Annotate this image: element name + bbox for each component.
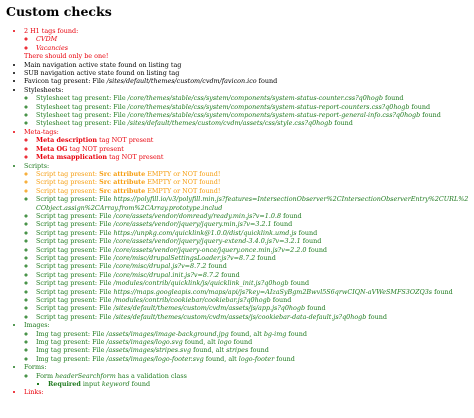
form-list (24, 372, 472, 389)
script-item: ◦ Script tag present: File /modules/contrib/cookiebar/cookiebar.js?q0hogb found (36, 296, 472, 304)
form-item: ◦ Form headerSearchform has a validation class ▪ Required input keyword found (36, 372, 472, 389)
meta-list (24, 136, 472, 161)
image-item: ◦ Img tag present: File /assets/images/logo-footer.svg found, alt logo-footer found (36, 355, 472, 363)
stylesheet-item: ◦ Stylesheet tag present: File /core/themes/stable/css/system/components/system-status-report-counters.css?q0hogb found (36, 103, 472, 111)
stylesheet-item: ◦ Stylesheet tag present: File /sites/default/themes/custom/cvdm/assets/css/style.css?q0hogb found (36, 119, 472, 127)
script-item: ◦ Script tag present: File /sites/default/themes/custom/cvdm/assets/js/app.js?q0hogb found (36, 304, 472, 312)
script-warning-item: ◦ Script tag present: Src attribute EMPTY or NOT found! (36, 178, 472, 186)
images-check: • Images: ◦ Img tag present: File /assets/images/image-background.jpg found, alt bg-img found ◦ Img tag present: File /assets/images/logo.svg found, alt logo found ◦ Img tag present: File /assets/images/stripes.svg found, alt stripes found ◦ Img tag present: File /assets/images/logo-footer.svg found, alt logo-footer found (24, 321, 472, 363)
form-input-list (36, 380, 472, 388)
stylesheet-list (24, 94, 472, 128)
image-item: ◦ Img tag present: File /assets/images/image-background.jpg found, alt bg-img found (36, 330, 472, 338)
h1-item: ◦ CVDM (36, 35, 472, 43)
image-item: ◦ Img tag present: File /assets/images/stripes.svg found, alt stripes found (36, 346, 472, 354)
script-list (24, 170, 472, 321)
script-warning-item: ◦ Script tag present: Src attribute EMPTY or NOT found! (36, 187, 472, 195)
script-item: ◦ Script tag present: File /core/misc/drupal.js?v=8.7.2 found (36, 262, 472, 270)
meta-item: ◦ Meta msapplication tag NOT present (36, 153, 472, 161)
sub-nav-check: • SUB navigation active state found on listing tag (24, 69, 472, 77)
script-item: ◦ Script tag present: File https://maps.googleapis.com/maps/api/js?key=AIzaSyBgm2Bwvl5S6qrwCIQN-aVWeSMFS3OZQ3s found (36, 288, 472, 296)
h1-check-label: 2 H1 tags found: (24, 27, 79, 35)
image-item: ◦ Img tag present: File /assets/images/logo.svg found, alt logo found (36, 338, 472, 346)
script-item: ◦ Script tag present: File /core/assets/vendor/jquery-once/jquery.once.min.js?v=2.2.0 found (36, 246, 472, 254)
stylesheet-item: ◦ Stylesheet tag present: File /core/themes/stable/css/system/components/system-status-counter.css?q0hogb found (36, 94, 472, 102)
links-check: • Links: (24, 388, 472, 396)
stylesheets-check: • Stylesheets: ◦ Stylesheet tag present: File /core/themes/stable/css/system/components/system-status-counter.css?q0hogb found ◦ Stylesheet tag present: File /core/themes/stable/css/system/components/system-status-report-counters.css?q0hogb found ◦ Stylesheet tag present: File /core/themes/stable/css/system/components/system-status-report-general-info.css?q0hogb found ◦ Stylesheet tag present: File /sites/default/themes/custom/cvdm/assets/css/style.css?q0hogb found (24, 86, 472, 128)
image-list (24, 330, 472, 364)
script-item: ◦ Script tag present: File /sites/default/themes/custom/cvdm/assets/js/cookiebar-data-default.js?q0hogb found (36, 313, 472, 321)
h1-check (24, 27, 472, 61)
script-item: ◦ Script tag present: File /core/misc/drupalSettingsLoader.js?v=8.7.2 found (36, 254, 472, 262)
script-item: ◦ Script tag present: File /core/misc/drupal.init.js?v=8.7.2 found (36, 271, 472, 279)
script-item: ◦ Script tag present: File /core/assets/vendor/jquery/jquery.min.js?v=3.2.1 found (36, 220, 472, 228)
meta-item: ◦ Meta OG tag NOT present (36, 145, 472, 153)
script-item: ◦ Script tag present: File /core/assets/vendor/jquery/jquery-extend-3.4.0.js?v=3.2.1 found (36, 237, 472, 245)
scripts-check: • Scripts: ◦ Script tag present: Src attribute EMPTY or NOT found! ◦ Script tag present: Src attribute EMPTY or NOT found! ◦ Script tag present: Src attribute EMPTY or NOT found! ◦ Script tag present: File https://polyfill.io/v3/polyfill.min.js?features=IntersectionObserver%2CIntersectionObserverEntry%2CURL%2CObject.assign%2CArray.from%2CArray.prototype.includ ◦ Script tag present: File /core/assets/vendor/domready/ready.min.js?v=1.0.8 found ◦ Script tag present: File /core/assets/vendor/jquery/jquery.min.js?v=3.2.1 found ◦ Script tag present: File https://unpkg.com/quicklink@1.0.0/dist/quicklink.umd.js found ◦ Script tag present: File /core/assets/vendor/jquery/jquery-extend-3.4.0.js?v=3.2.1 found ◦ Script tag present: File /core/assets/vendor/jquery-once/jquery.once.min.js?v=2.2.0 found ◦ Script tag present: File /core/misc/drupalSettingsLoader.js?v=8.7.2 found ◦ Script tag present: File /core/misc/drupal.js?v=8.7.2 found ◦ Script tag present: File /core/misc/drupal.init.js?v=8.7.2 found ◦ Script tag present: File /modules/contrib/quicklink/js/quicklink_init.js?q0hogb found ◦ Script tag present: File https://maps.googleapis.com/maps/api/js?key=AIzaSyBgm2Bwvl5S6qrwCIQN-aVWeSMFS3OZQ3s found ◦ Script tag present: File /modules/contrib/cookiebar/cookiebar.js?q0hogb found ◦ Script tag present: File /sites/default/themes/custom/cvdm/assets/js/app.js?q0hogb found ◦ Script tag present: File /sites/default/themes/custom/cvdm/assets/js/cookiebar-data-default.js?q0hogb found (24, 162, 472, 322)
favicon-path: /sites/default/themes/custom/cvdm/favicon.ico (106, 77, 257, 86)
main-nav-check: • Main navigation active state found on listing tag (24, 61, 472, 69)
h1-note: There should only be one! (24, 52, 109, 61)
script-item: ◦ Script tag present: File /modules/contrib/quicklink/js/quicklink_init.js?q0hogb found (36, 279, 472, 287)
script-item: ◦ Script tag present: File /core/assets/vendor/domready/ready.min.js?v=1.0.8 found (36, 212, 472, 220)
meta-tags-check: • Meta-tags: ◦ Meta description tag NOT present ◦ Meta OG tag NOT present ◦ Meta msapplication tag NOT present (24, 128, 472, 162)
favicon-check: • Favicon tag present: File /sites/default/themes/custom/cvdm/favicon.ico found (24, 77, 472, 85)
h1-list (24, 35, 472, 52)
h1-item: ◦ Vacancies (36, 44, 472, 52)
meta-item: ◦ Meta description tag NOT present (36, 136, 472, 144)
forms-check: • Forms: ◦ Form headerSearchform has a validation class ▪ Required input keyword found (24, 363, 472, 388)
stylesheet-item: ◦ Stylesheet tag present: File /core/themes/stable/css/system/components/system-status-report-general-info.css?q0hogb found (36, 111, 472, 119)
checks-list (24, 27, 472, 397)
script-warning-item: ◦ Script tag present: Src attribute EMPTY or NOT found! (36, 170, 472, 178)
script-item: ◦ Script tag present: File https://polyfill.io/v3/polyfill.min.js?features=IntersectionObserver%2CIntersectionObserverEntry%2CURL%2CObject.assign%2CArray.from%2CArray.prototype.includ (36, 195, 472, 212)
page-title: Custom checks (6, 4, 112, 19)
form-input-item: ▪ Required input keyword found (48, 380, 472, 388)
script-item: ◦ Script tag present: File https://unpkg.com/quicklink@1.0.0/dist/quicklink.umd.js found (36, 229, 472, 237)
